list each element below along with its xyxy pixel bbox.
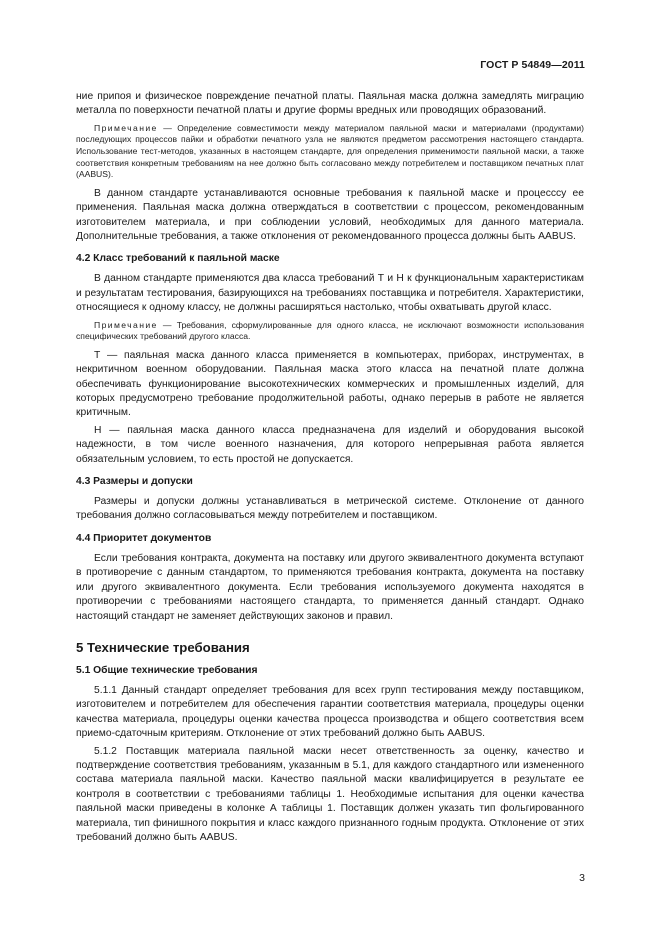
page-number: 3 xyxy=(579,872,585,884)
chapter-heading: 5 Технические требования xyxy=(76,639,250,655)
paragraph: В данном стандарте применяются два класса требований Т и Н к функциональным характеристикам и результатам тестирования, базирующихся на требованиях поставщика и потребителя. Характеристики, относящиеся к одному классу, не должны расширяться настолько, чтобы охватывать другой класс. xyxy=(76,273,584,314)
note xyxy=(76,123,584,181)
document-header: ГОСТ Р 54849—2011 xyxy=(480,59,585,71)
document-body xyxy=(76,90,584,848)
paragraph: ние припоя и физическое повреждение печатной платы. Паяльная маска должна замедлять миграцию металла по поверхности печатной платы и другие формы вредных или проводящих образований. xyxy=(76,91,584,117)
paragraph: 5.1.1 Данный стандарт определяет требования для всех групп тестирования между поставщиком, изготовителем и потребителем для обеспечения гарантии соответствия материала, процедуры оценки качества материала, процедуры оценки качества процесса производства и общего соответствия всем приемо-сдаточным критериям. Отклонение от этих требований должно быть AABUS. xyxy=(76,684,584,740)
note-label: Примечание xyxy=(94,319,158,330)
section-heading: 4.4 Приоритет документов xyxy=(76,532,212,544)
note-label: Примечание xyxy=(94,122,158,133)
paragraph: Если требования контракта, документа на поставку или другого эквивалентного документа вступают в противоречие с данным стандартом, то применяются требования контракта, документа на поставку или другого эквивалентного документа. Если требования используемого документа находятся в противоречии с требованиями настоящего стандарта, то применяется данный стандарт. Однако настоящий стандарт не заменяет действующих законов и правил. xyxy=(76,552,584,622)
paragraph: 5.1.2 Поставщик материала паяльной маски несет ответственность за оценку, качество и подтверждение соответствия требованиям, указанным в 5.1, для каждого стандартного или измененного состава материала паяльной маски. Качество паяльной маски квалифицируется в результате ее контроля в соответствии с требованиями таблицы 1. Необходимые испытания для оценки качества паяльной маски приведены в колонке А таблицы 1. Поставщик должен указать тип фольгированного материала, тип финишного покрытия и класс каждого признанного годным продукта. Отклонение от этих требований должно быть AABUS. xyxy=(76,745,584,843)
paragraph: В данном стандарте устанавливаются основные требования к паяльной маске и процесссу ее применения. Паяльная маска должна отверждаться в соответствии с процессом, рекомендованным изготовителем материала, и при соблюдении условий, необходимых для данного материала. Дополнительные требования, а также отклонения от рекомендованного процесса должны быть AABUS. xyxy=(76,187,584,242)
note-text: — Определение совместимости между материалом паяльной маски и материалами (продуктами) последующих процессов пайки и обработки печатного узла не являются предметом рассмотрения настоящего стандарта. Использование тест-методов, указанных в настоящем стандарте, для определения применимости паяльной маски, а также соответствия конкретным требованиям на нее должно быть согласовано между потребителем и поставщиком печатных плат (AABUS). xyxy=(76,122,584,180)
section-heading: 4.3 Размеры и допуски xyxy=(76,476,193,488)
section-heading: 4.2 Класс требований к паяльной маске xyxy=(76,253,280,265)
paragraph: Н — паяльная маска данного класса предназначена для изделий и оборудования высокой надежности, в том числе военного назначения, для которого непрерывная работа является обязательным условием, то есть простой не допускается. xyxy=(76,424,584,465)
note-text: — Требования, сформулированные для одного класса, не исключают возможности использования специфических требований другого класса. xyxy=(76,319,584,342)
paragraph: Размеры и допуски должны устанавливаться в метрической системе. Отклонение от данного требования должно согласовываться между потребителем и поставщиком. xyxy=(76,496,584,522)
note xyxy=(76,320,584,343)
section-heading: 5.1 Общие технические требования xyxy=(76,664,258,676)
paragraph: Т — паяльная маска данного класса применяется в компьютерах, приборах, инструментах, в некритичном военном оборудовании. Паяльная маска этого класса на печатной плате должна обеспечивать функционирование высокотехнических коммерческих и промышленных изделий, для которых предусмотрено требование продолжительной работы, однако перерыв в работе не является критичным. xyxy=(76,349,584,419)
